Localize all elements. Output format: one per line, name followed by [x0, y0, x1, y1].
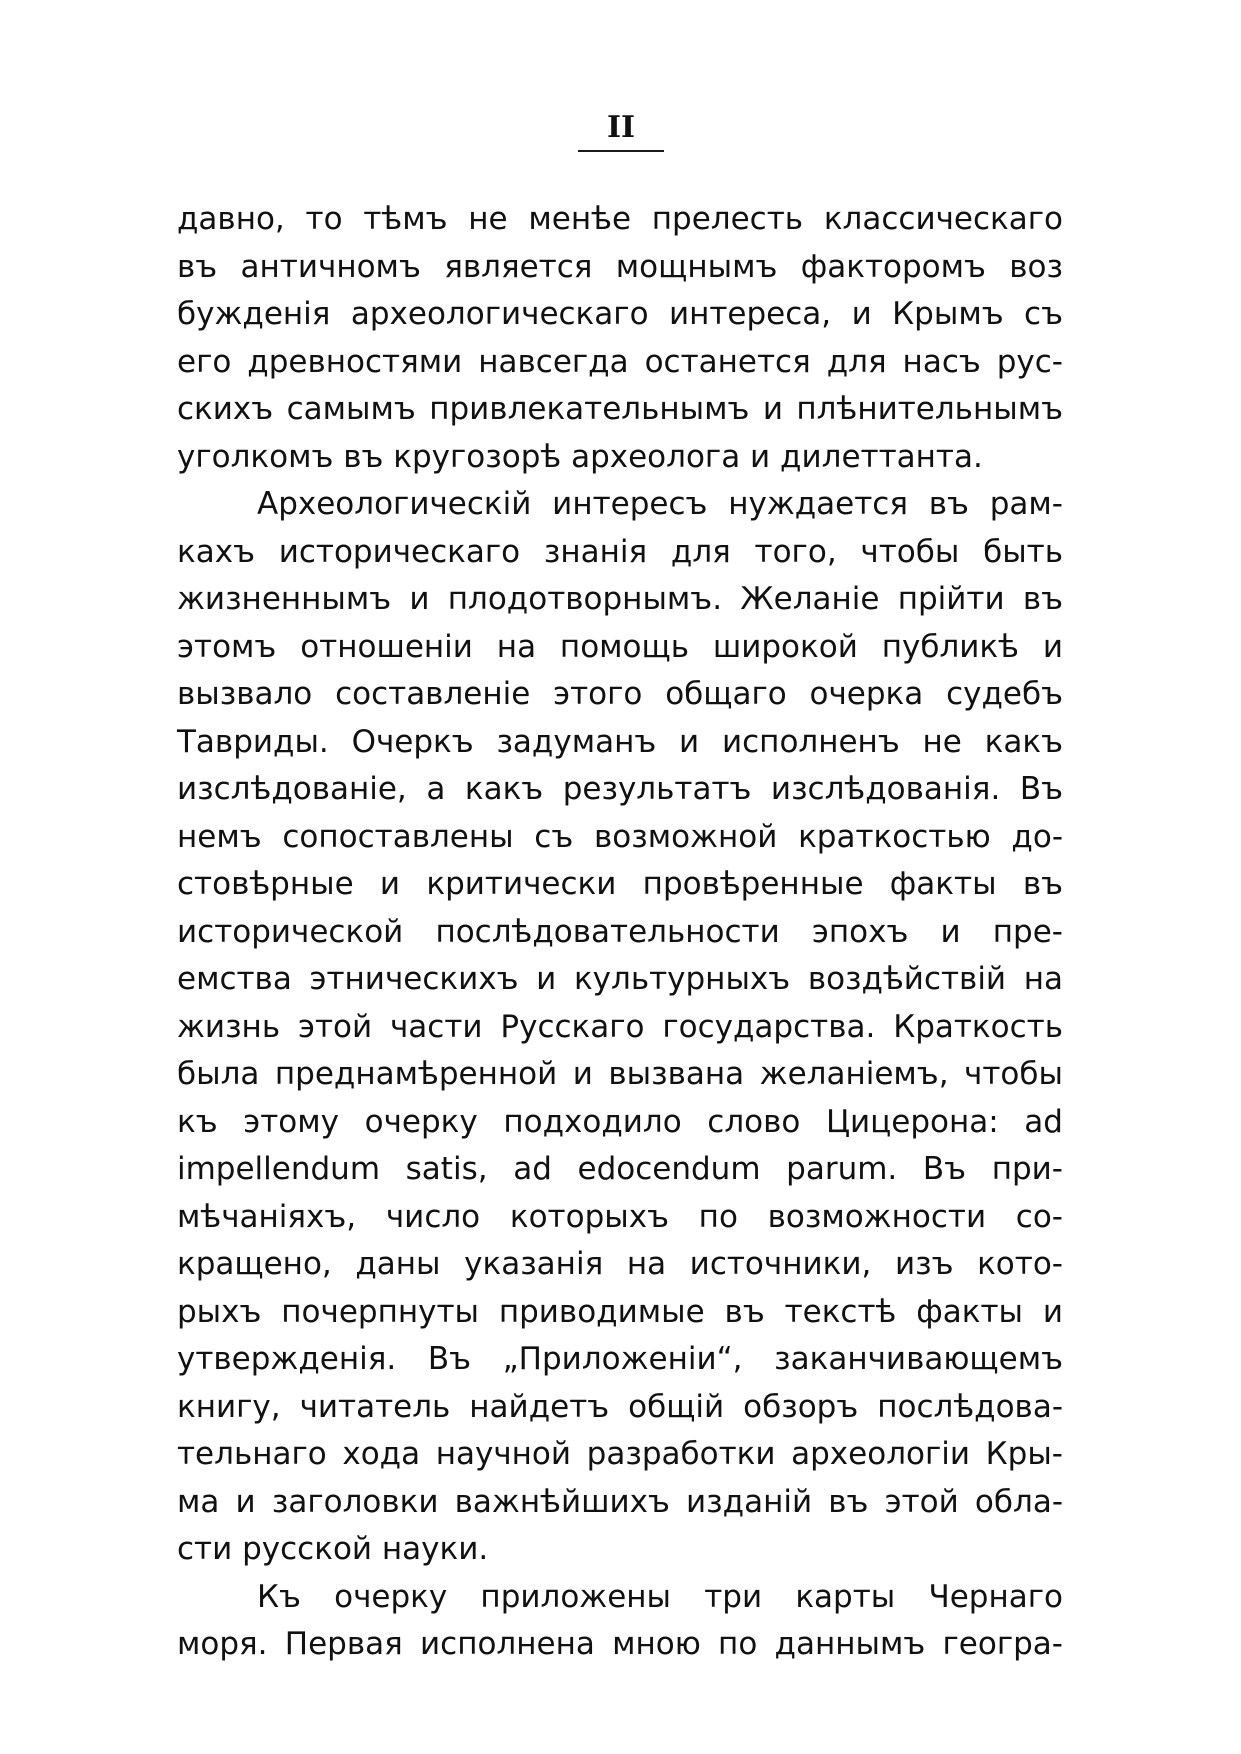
text-line: изслѣдованіе, а какъ результатъ изслѣдованія. Въ	[177, 771, 1063, 807]
text-line: немъ сопоставлены съ возможной краткостью до-	[177, 818, 1063, 855]
text-line: жизненнымъ и плодотворнымъ. Желаніе прійти въ	[177, 581, 1063, 617]
text-line: утвержденія. Въ „Приложеніи“, заканчивающемъ	[177, 1341, 1063, 1377]
text-line: была преднамѣренной и вызвана желаніемъ, чтобы	[177, 1056, 1063, 1092]
text-line: тельнаго хода научной разработки археологіи Кры-	[177, 1436, 1063, 1472]
text-line: въ античномъ является мощнымъ факторомъ воз	[177, 248, 1063, 285]
text-line: кращено, даны указанія на источники, изъ кото-	[177, 1246, 1063, 1282]
text-line: кахъ историческаго знанія для того, чтобы быть	[177, 533, 1063, 570]
text-line: impellendum satis, ad edocendum parum. Въ при-	[177, 1151, 1063, 1187]
paragraph-first-line: Къ очерку приложены три карты Чернаго	[257, 1578, 1063, 1615]
text-line: жизнь этой части Русскаго государства. Краткость	[177, 1008, 1063, 1045]
text-line: вызвало составленіе этого общаго очерка судебъ	[177, 676, 1063, 712]
text-line: моря. Первая исполнена мною по даннымъ геогра-	[177, 1626, 1063, 1662]
text-line: рыхъ почерпнуты приводимые въ текстѣ факты и	[177, 1293, 1063, 1330]
text-line: стовѣрные и критически провѣренные факты въ	[177, 866, 1063, 902]
text-line: скихъ самымъ привлекательнымъ и плѣнительнымъ	[177, 391, 1063, 427]
page-number-rule	[578, 150, 664, 152]
text-line: сти русской науки.	[177, 1531, 489, 1567]
text-line: къ этому очерку подходило слово Цицерона: ad	[177, 1103, 1063, 1140]
text-line: Тавриды. Очеркъ задуманъ и исполненъ не какъ	[177, 723, 1063, 760]
text-line: давно, то тѣмъ не менѣе прелесть классическаго	[177, 201, 1063, 237]
paragraph-first-line: Археологическій интересъ нуждается въ рам-	[257, 486, 1063, 522]
body-text	[177, 196, 1063, 1669]
text-line: его древностями навсегда останется для насъ рус-	[177, 343, 1063, 380]
text-line: книгу, читатель найдетъ общій обзоръ послѣдова-	[177, 1388, 1063, 1425]
text-line: уголкомъ въ кругозорѣ археолога и дилеттанта.	[177, 438, 983, 475]
text-line: мѣчаніяхъ, число которыхъ по возможности со-	[177, 1198, 1063, 1235]
page-number: II	[606, 110, 636, 145]
text-line: ма и заголовки важнѣйшихъ изданій въ этой обла-	[177, 1483, 1063, 1520]
text-line: емства этническихъ и культурныхъ воздѣйствій на	[177, 961, 1063, 997]
text-line: бужденія археологическаго интереса, и Крымъ съ	[177, 296, 1063, 332]
text-line: исторической послѣдовательности эпохъ и пре-	[177, 913, 1063, 950]
text-line: этомъ отношеніи на помощь широкой публикѣ и	[177, 628, 1063, 665]
